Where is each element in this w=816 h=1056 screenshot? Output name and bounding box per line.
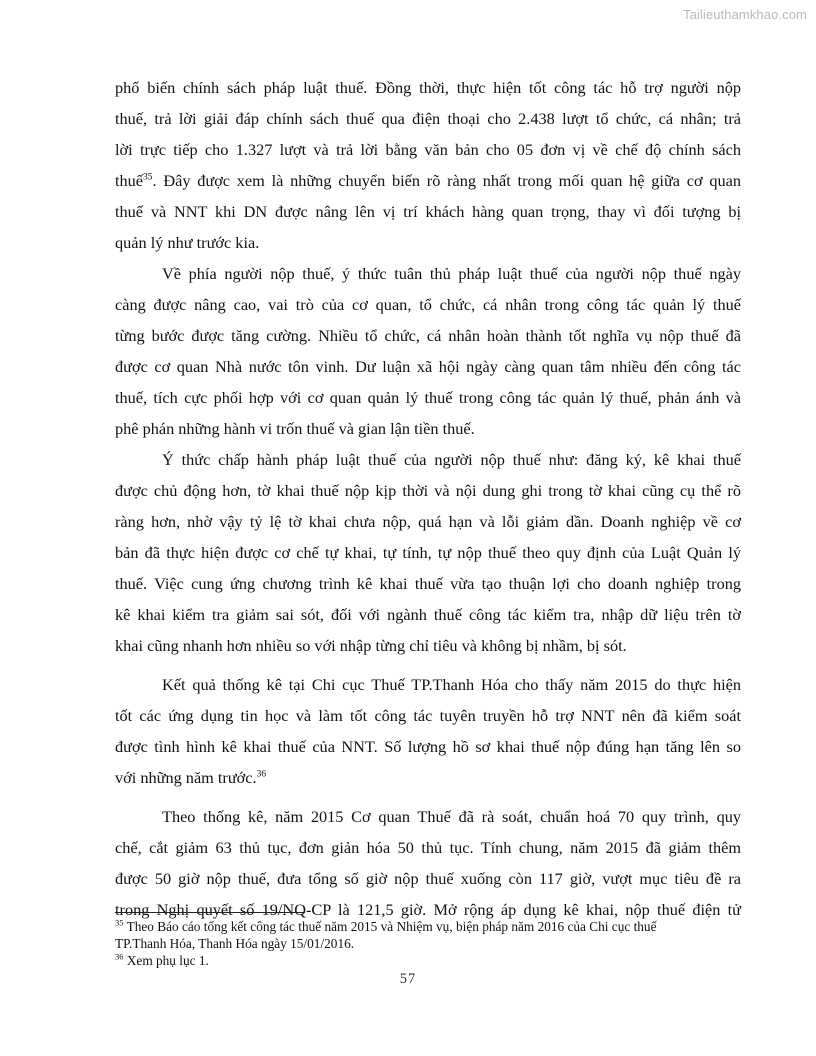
text-fragment: . Đây được xem là những chuyển biến rõ ràng nhất trong mối quan hệ giữa cơ quan xyxy=(152,171,741,190)
footnote-separator xyxy=(115,912,305,913)
text-fragment: với những năm trước. xyxy=(115,768,257,787)
footnote-text: Theo Báo cáo tổng kết công tác thuế năm 2015 và Nhiệm vụ, biện pháp năm 2016 của Chi cục thuế xyxy=(126,919,657,934)
text-line: Theo thống kê, năm 2015 Cơ quan Thuế đã rà soát, chuẩn hoá 70 quy trình, quy xyxy=(162,807,741,826)
text-line: được cơ quan Nhà nước tôn vinh. Dư luận xã hội ngày càng quan tâm nhiều đến công tác xyxy=(115,357,741,376)
text-line: thuế, tích cực phối hợp với cơ quan quản lý thuế trong công tác quản lý thuế, phản ánh và xyxy=(115,388,741,407)
footnote-text: TP.Thanh Hóa, Thanh Hóa ngày 15/01/2016. xyxy=(115,936,355,951)
text-line: quản lý như trước kia. xyxy=(115,233,260,252)
footnote-reference: 35 xyxy=(143,172,153,183)
text-line xyxy=(115,165,741,196)
footnote-number: 36 xyxy=(115,951,124,962)
text-line: được tình hình kê khai thuế của NNT. Số lượng hồ sơ khai thuế nộp đúng hạn tăng lên so xyxy=(115,737,741,756)
text-line: lời trực tiếp cho 1.327 lượt và trả lời bằng văn bản cho 05 đơn vị về chế độ chính sách xyxy=(115,140,741,159)
paragraph-5 xyxy=(115,801,741,925)
text-line: được chủ động hơn, tờ khai thuế nộp kịp thời và nội dung ghi trong tờ khai cũng cụ thể rõ xyxy=(115,481,741,500)
text-line: thuế. Việc cung ứng chương trình kê khai thuế vừa tạo thuận lợi cho doanh nghiệp trong xyxy=(115,574,741,593)
paragraph-3 xyxy=(115,444,741,661)
text-line: càng được nâng cao, vai trò của cơ quan, tổ chức, cá nhân trong công tác quản lý thuế xyxy=(115,295,741,314)
watermark: Tailieuthamkhao.com xyxy=(682,7,807,22)
text-line: thuế, trả lời giải đáp chính sách thuế qua điện thoại cho 2.438 lượt tổ chức, cá nhân; trả xyxy=(115,109,741,128)
text-line: Kết quả thống kê tại Chi cục Thuế TP.Thanh Hóa cho thấy năm 2015 do thực hiện xyxy=(162,675,741,694)
footnote-number: 35 xyxy=(115,917,124,928)
text-line xyxy=(115,762,741,793)
footnote-reference: 36 xyxy=(256,769,267,780)
text-line: ràng hơn, nhờ vậy tỷ lệ tờ khai chưa nộp, quá hạn và lỗi giảm dần. Doanh nghiệp về cơ xyxy=(115,512,741,531)
main-text xyxy=(115,72,741,925)
text-fragment: thuế xyxy=(115,171,144,190)
footnote-35 xyxy=(115,918,735,952)
text-line: phê phán những hành vi trốn thuế và gian lận tiền thuế. xyxy=(115,419,475,438)
footnote-text: Xem phụ lục 1. xyxy=(126,953,209,968)
page-number: 57 xyxy=(399,971,417,987)
paragraph-4 xyxy=(115,669,741,793)
paragraph-1 xyxy=(115,72,741,258)
text-line: từng bước được tăng cường. Nhiều tổ chức, cá nhân hoàn thành tốt nghĩa vụ nộp thuế đã xyxy=(115,326,741,345)
text-line: tốt các ứng dụng tin học và làm tốt công tác tuyên truyền hỗ trợ NNT nên đã kiểm soát xyxy=(115,706,741,725)
text-line: phổ biến chính sách pháp luật thuế. Đồng thời, thực hiện tốt công tác hỗ trợ người nộp xyxy=(115,78,741,97)
text-line: bản đã thực hiện được cơ chế tự khai, tự tính, tự nộp thuế theo quy định của Luật Quản lý xyxy=(115,543,741,562)
text-line: Về phía người nộp thuế, ý thức tuân thủ pháp luật thuế của người nộp thuế ngày xyxy=(162,264,741,283)
text-line: kê khai kiểm tra giảm sai sót, đối với ngành thuế công tác kiểm tra, nhập dữ liệu trên tờ xyxy=(115,605,741,624)
paragraph-2 xyxy=(115,258,741,444)
text-line: được 50 giờ nộp thuế, đưa tổng số giờ nộp thuế xuống còn 117 giờ, vượt mục tiêu đề ra xyxy=(115,869,741,888)
footnotes xyxy=(115,918,735,969)
text-line: thuế và NNT khi DN được nâng lên vị trí khách hàng quan trọng, thay vì đối tượng bị xyxy=(115,202,741,221)
text-line: trong Nghị quyết số 19/NQ-CP là 121,5 giờ. Mở rộng áp dụng kê khai, nộp thuế điện tử xyxy=(115,900,741,919)
text-line: Ý thức chấp hành pháp luật thuế của người nộp thuế như: đăng ký, kê khai thuế xyxy=(162,450,741,469)
text-line: khai cũng nhanh hơn nhiều so với nhập từng chỉ tiêu và không bị nhầm, bị sót. xyxy=(115,636,627,655)
footnote-36 xyxy=(115,952,735,969)
text-line: chế, cắt giảm 63 thủ tục, đơn giản hóa 50 thủ tục. Tính chung, năm 2015 đã giảm thêm xyxy=(115,838,741,857)
